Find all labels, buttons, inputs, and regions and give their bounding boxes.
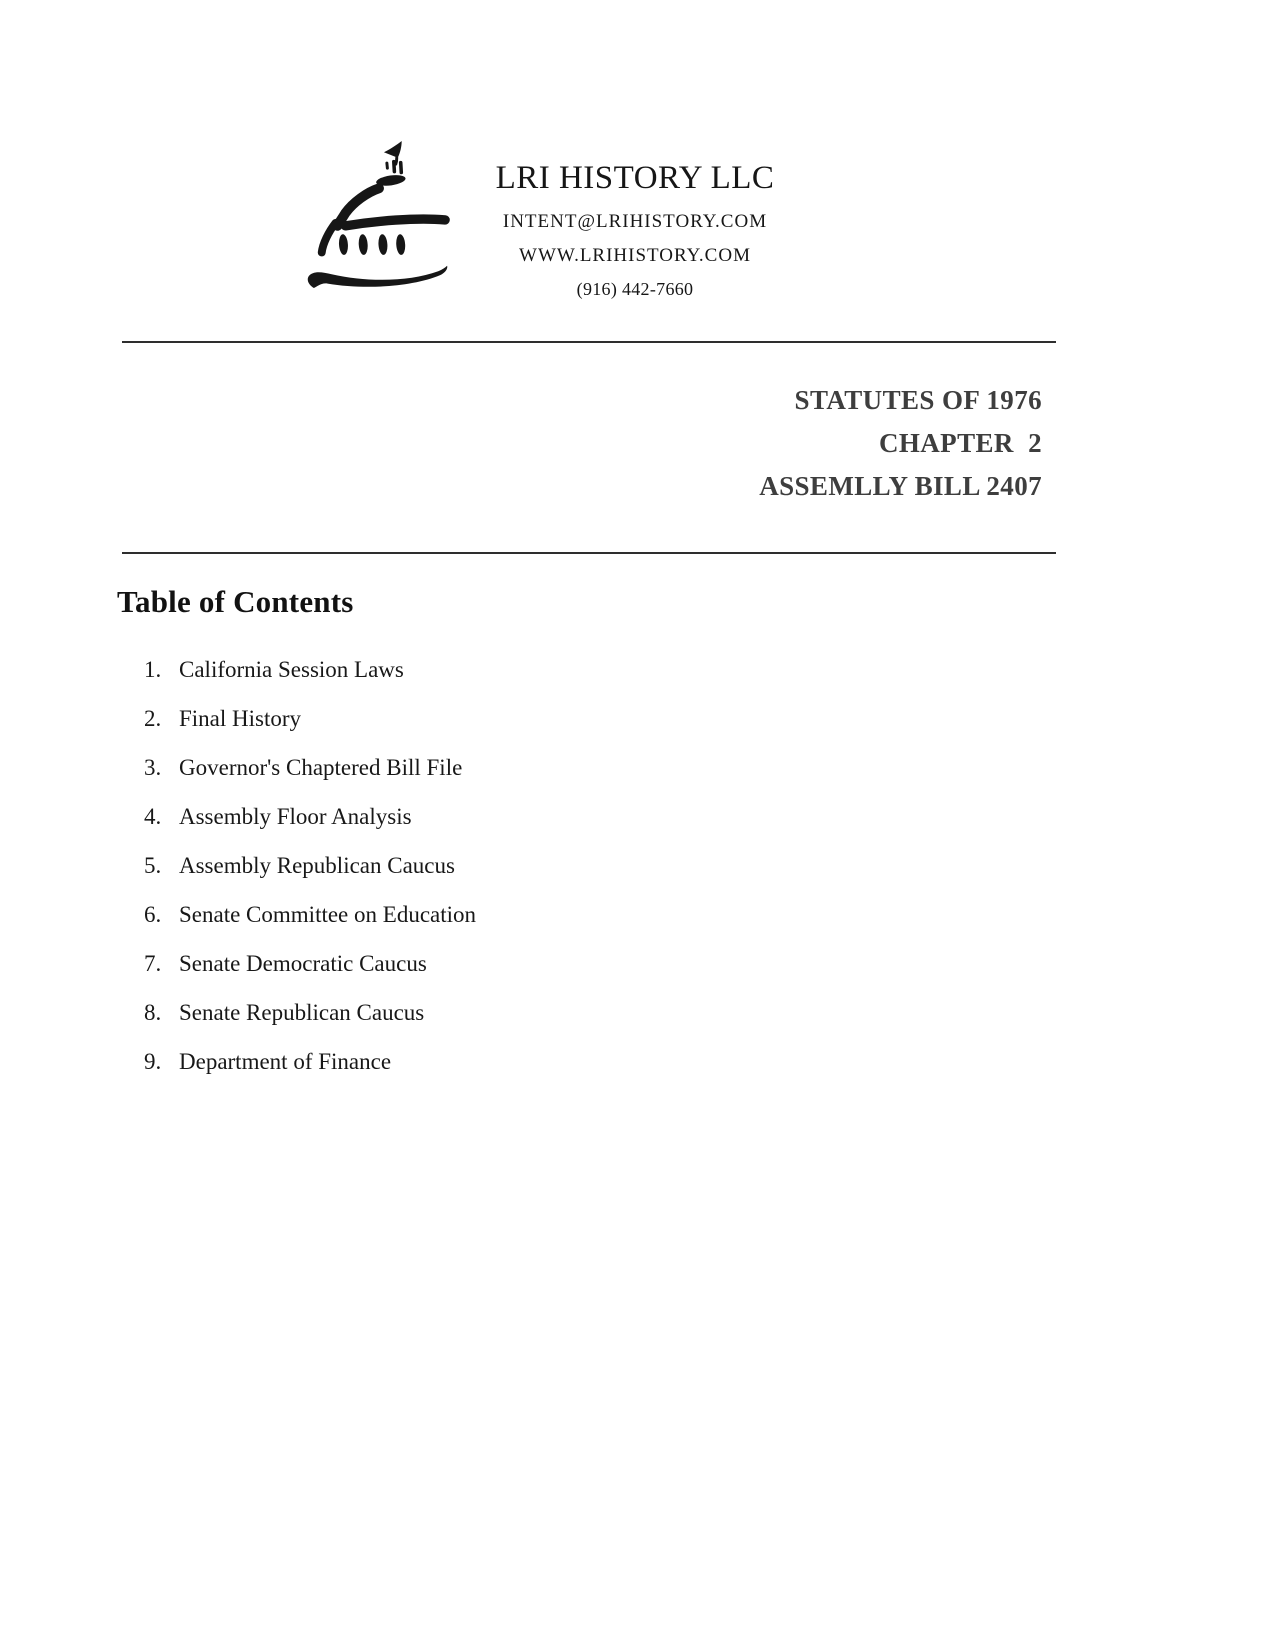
toc-item-label: Assembly Republican Caucus [179, 853, 455, 878]
company-header [385, 158, 885, 300]
chapter-line: CHAPTER 2 [878, 428, 1042, 458]
assembly-bill-line: ASSEMLLY BILL 2407 [759, 471, 1042, 501]
toc-item-number: 4. [144, 804, 162, 829]
statutes-year-line: STATUTES OF 1976 [794, 385, 1042, 415]
toc-item [144, 705, 476, 733]
toc-item [144, 754, 476, 782]
toc-item [144, 656, 476, 684]
toc-item [144, 803, 476, 831]
toc-item-label: Senate Democratic Caucus [179, 951, 427, 976]
toc-heading: Table of Contents [117, 584, 354, 619]
divider-top [122, 341, 1056, 343]
toc-item [144, 852, 476, 880]
company-name: LRI HISTORY LLC [495, 160, 775, 196]
toc-item-label: Senate Committee on Education [179, 902, 477, 927]
company-email: INTENT@LRIHISTORY.COM [502, 211, 768, 232]
toc-item [144, 1048, 476, 1076]
toc-item-label: California Session Laws [179, 657, 404, 682]
toc-item-number: 7. [144, 951, 162, 976]
toc-item-label: Governor's Chaptered Bill File [179, 755, 463, 780]
toc-item [144, 901, 476, 929]
toc-item-label: Assembly Floor Analysis [179, 804, 412, 829]
toc-item-number: 9. [144, 1049, 162, 1074]
statute-title-block [759, 379, 1042, 508]
toc-item-number: 8. [144, 1000, 162, 1025]
toc-item [144, 999, 476, 1027]
toc-item-number: 3. [144, 755, 162, 780]
toc-item-number: 6. [144, 902, 162, 927]
divider-bottom [122, 552, 1056, 554]
toc-item-label: Department of Finance [179, 1049, 392, 1074]
company-website: WWW.LRIHISTORY.COM [519, 245, 751, 266]
toc-item-number: 1. [144, 657, 162, 682]
toc-item-number: 2. [144, 706, 162, 731]
toc-item-label: Senate Republican Caucus [179, 1000, 425, 1025]
company-phone: (916) 442-7660 [576, 279, 694, 299]
toc-item-label: Final History [179, 706, 302, 731]
toc-list [144, 656, 476, 1097]
toc-item [144, 950, 476, 978]
toc-item-number: 5. [144, 853, 162, 878]
